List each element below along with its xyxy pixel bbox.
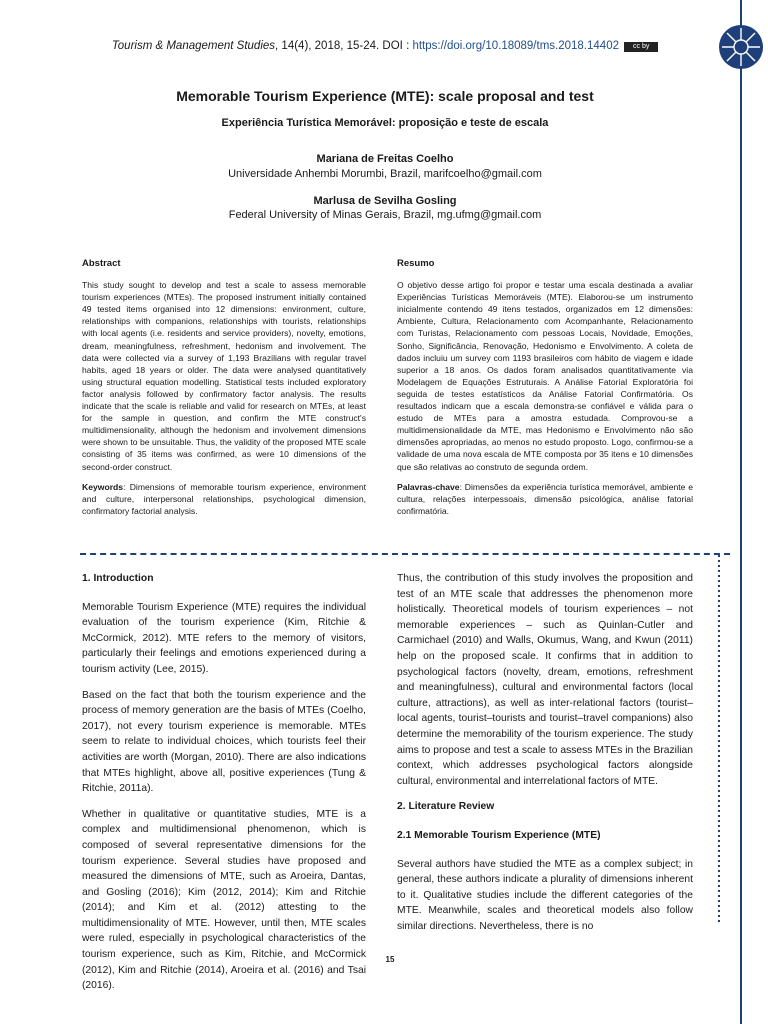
mte-subheading: 2.1 Memorable Tourism Experience (MTE)	[397, 829, 601, 841]
author-name-1: Mariana de Freitas Coelho	[316, 153, 454, 165]
resumo-heading: Resumo	[397, 258, 435, 269]
doi-link[interactable]: https://doi.org/10.18089/tms.2018.14402	[412, 40, 619, 52]
dotted-margin-line	[718, 555, 720, 925]
journal-logo-icon	[716, 22, 766, 72]
author-affiliation-2: Federal University of Minas Gerais, Brazil, mg.ufmg@gmail.com	[228, 209, 542, 221]
resumo-section	[397, 258, 693, 525]
paper-subtitle: Experiência Turística Memorável: proposição e teste de escala	[221, 117, 549, 129]
intro-paragraph: Whether in qualitative or quantitative studies, MTE is a complex and multidimensional phenomenon, which is composed of several representative dimensions for the tourism experience. Several studies have proposed and measured the dimensions of MTE, such as Aroeira, Dantas, and Gosling (2016); Kim (2012, 2014); Kim and Ritchie (2014); and Kim et al. (2012) attesting to the multidimensionality of MTE. However, until then, MTE scales were ruled, especially in psychological characteristics of the tourism experience, such as Kim, Ritchie, and McCormick (2012), Kim and Ritchie (2014), Aroeira et al. (2016) and Tsai (2016).	[82, 808, 366, 992]
page-number: 15	[385, 955, 395, 964]
keywords-text: : Dimensions of memorable tourism experience, environment and culture, interpersonal relationships, psychological dimension, confirmatory factorial analysis.	[82, 481, 366, 516]
cc-license-icon: cc by	[624, 42, 658, 52]
palavras-chave-text: : Dimensões da experiência turística memorável, ambiente e cultura, relações interpessoais, dimensão psicológica, análise fatorial confirmatória.	[397, 481, 693, 516]
introduction-heading: 1. Introduction	[82, 573, 154, 584]
journal-name: Tourism & Management Studies	[111, 40, 276, 52]
keywords-line	[82, 481, 366, 517]
author-affiliation-1: Universidade Anhembi Morumbi, Brazil, marifcoelho@gmail.com	[228, 168, 542, 180]
right-border-line	[740, 0, 742, 1024]
journal-header	[40, 40, 730, 52]
section-separator	[80, 553, 730, 555]
resumo-text: O objetivo desse artigo foi propor e testar uma escala destinada a avaliar Experiências Turísticas Memoráveis (MTE). Elaborou-se um instrumento inicialmente contendo 49 itens testados, organizados em 12 dimensões: Ambiente, Cultura, Relacionamento com Acompanhante, Relacionamento com Turistas, Relacionamento com pessoas Locais, Novidade, Emoções, Sonho, Significância, Renovação, Hedonismo e Envolvimento. A coleta de dados incluiu um survey com 1193 brasileiros com hábito de viagem e idade superior a 18 anos. Os dados foram analisados quantitativamente via Modelagem de Equações Estruturais. A Análise Fatorial Exploratória foi seguida de testes estatísticos da Análise Fatorial Confirmatória. Os resultados indicam que a escala demonstra-se confiável e válida para o estudo de MTEs para a amostra estudada. Comprovou-se a multidimensionalidade da MTE, mas Hedonismo e Envolvimento não são dimensões apropriadas, ao menos no estudo proposto. Logo, confirmou-se a validade de uma nova escala de MTE composta por 35 itens e 10 dimensões que são relativas ao construto de segunda ordem.	[397, 280, 693, 472]
keywords-label: Keywords	[82, 481, 124, 492]
author-name-2: Marlusa de Sevilha Gosling	[313, 195, 457, 207]
paper-title: Memorable Tourism Experience (MTE): scale proposal and test	[176, 88, 594, 104]
abstract-heading: Abstract	[82, 258, 121, 269]
journal-citation: , 14(4), 2018, 15-24. DOI :	[275, 40, 413, 52]
literature-review-heading: 2. Literature Review	[397, 801, 495, 813]
abstract-text: This study sought to develop and test a scale to assess memorable tourism experiences (MTEs). The proposed instrument initially contained 49 tested items organised into 12 dimensions: environment, culture, relationships with companions, relationships with tourists, relationships with local agents (i.e. residents and service providers), novelty, emotions, dream, meaningfulness, refreshment, hedonism and involvement. The data were collected via a survey of 1,193 Brazilians with regular travel habits, aged 18 years or older. The data were analysed quantitatively using structural equation modelling. Statistical tests included exploratory factor analysis followed by confirmatory factor analysis. The results indicate that the scale is reliable and valid for research on MTEs, at least for the sample in question, and confirm the MTE construct's multidimensionality, although the hedonism and involvement dimensions were shown to be unsuitable. Thus, the validity of the proposed MTE scale consisting of 35 items was confirmed, as were 10 dimensions of the second-order construct.	[82, 280, 366, 472]
right-body-column	[397, 571, 693, 944]
palavras-chave-line	[397, 481, 693, 517]
palavras-chave-label: Palavras-chave	[397, 481, 460, 492]
body-paragraph: Several authors have studied the MTE as a complex subject; in general, these authors indicate a plurality of dimensions inherent to it. Qualitative studies include the different categories of the MTE. Meanwhile, scales and theoretical models also follow similar directions. Nevertheless, there is no	[397, 858, 693, 932]
body-paragraph: Thus, the contribution of this study involves the proposition and test of an MTE scale that addresses the phenomenon more holistically. Theoretical models of tourism experiences – not memorable experiences – such as Quinlan-Cutler and Carmichael (2010) and Walls, Okumus, Wang, and Kwun (2011) help on the proposed scale. It confirms that in addition to psychological factors (novelty, dream, emotions, refreshment and meaningfulness), cultural and environmental factors (local culture, attractions), as well as inter-relational factors (tourist–local agents, tourist–tourists and tourist–travel companions) also determine the memorability of the tourism experience. The study aims to propose and test a scale to assess MTEs in the Brazilian context, which addresses psychological factors alongside cultural, environmental and interrelational factors of MTE.	[397, 573, 693, 787]
intro-paragraph: Memorable Tourism Experience (MTE) requires the individual evaluation of the tourism experience (Kim, Ritchie & McCormick, 2012). MTE refers to the memory of visitors, particularly their feelings and emotions experienced during a tourism activity (Lee, 2015).	[82, 601, 366, 675]
introduction-column	[82, 571, 366, 1004]
abstract-section	[82, 258, 366, 525]
intro-paragraph: Based on the fact that both the tourism experience and the process of memory generation are the basis of MTEs (Coelho, 2017), not every tourism experience is memorable. MTEs seem to relate to individual choices, which tourists feel their activities are worth (Morgan, 2010). There are also indications that MTEs highlight, above all, positive experiences (Tung & Ritchie, 2011a).	[82, 689, 366, 795]
